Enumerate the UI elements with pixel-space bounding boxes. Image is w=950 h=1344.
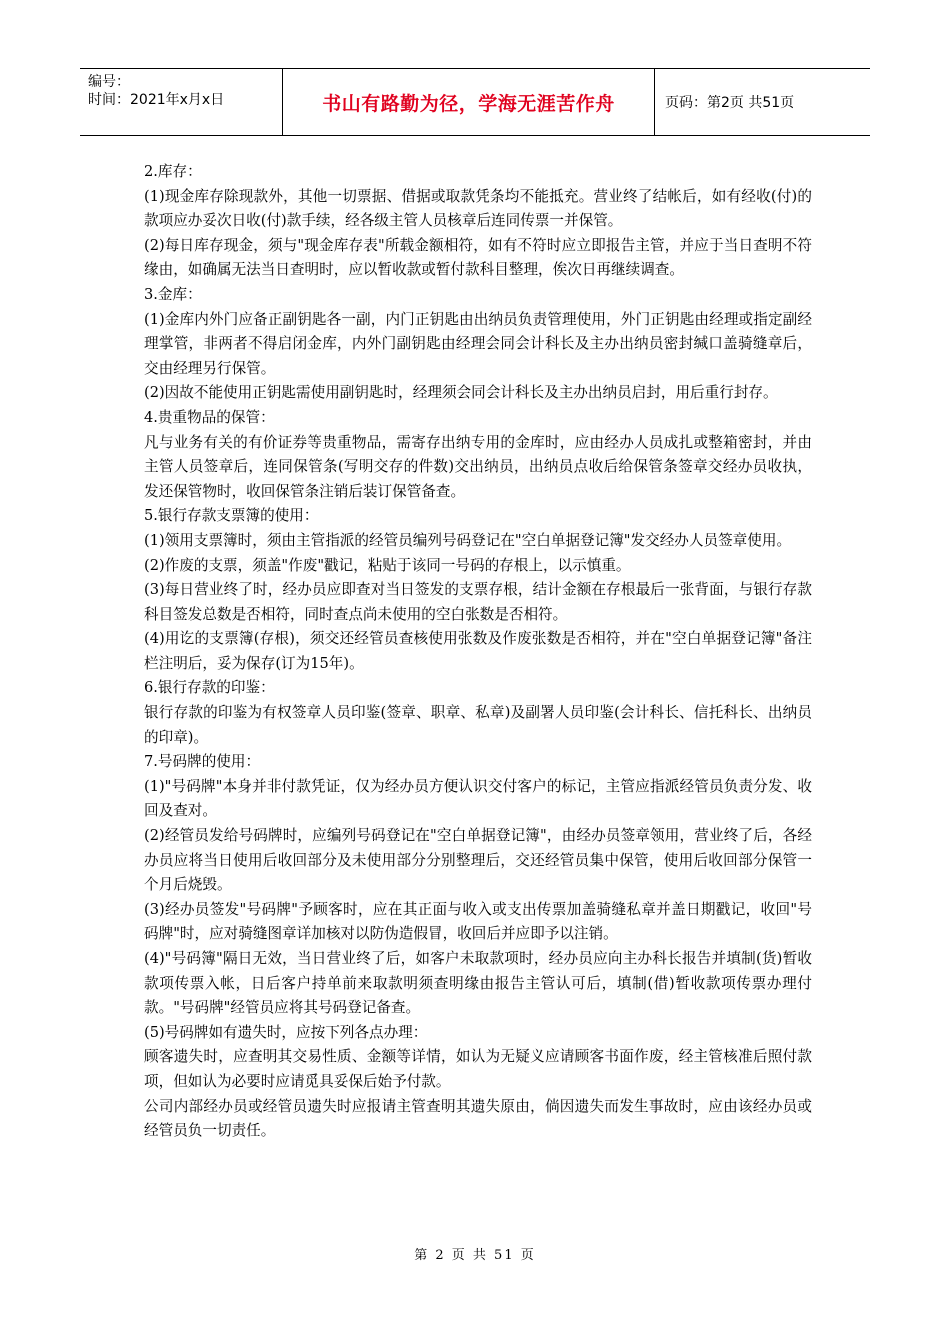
paragraph: (5)号码牌如有遗失时，应按下列各点办理：	[144, 1023, 428, 1041]
paragraph: (3)每日营业终了时，经办员应即查对当日签发的支票存根，结计金额在存根最后一张背面，与银行存款科目签发总数是否相符，同时查点尚未使用的空白张数是否相符。	[144, 581, 812, 623]
paragraph: 2.库存：	[144, 163, 202, 180]
paragraph: 6.银行存款的印鉴：	[144, 679, 275, 697]
header-motto-cell	[283, 69, 655, 135]
code-label: 编号：	[88, 74, 130, 90]
document-body	[144, 160, 812, 1144]
paragraph: (1)"号码牌"本身并非付款凭证，仅为经办员方便认识交付客户的标记，主管应指派经管员负责分发、收回及查对。	[144, 777, 812, 820]
motto-text: 书山有路勤为径，学海无涯苦作舟	[322, 92, 615, 115]
page-info-text: 页码：第2页 共51页	[665, 95, 795, 111]
paragraph: (2)经管员发给号码牌时，应编列号码登记在"空白单据登记簿"，由经办员签章领用，营业终了后，各经办员应将当日使用后收回部分及未使用部分分别整理后，交还经管员集中保管，使用后收回部分保管一个月后烧毁。	[144, 827, 812, 894]
paragraph: 5.银行存款支票簿的使用：	[144, 507, 319, 525]
page-header	[80, 68, 870, 136]
paragraph: 4.贵重物品的保管：	[144, 408, 275, 426]
paragraph: (1)领用支票簿时，须由主管指派的经管员编列号码登记在"空白单据登记簿"发交经办人员签章使用。	[144, 531, 792, 549]
paragraph: 银行存款的印鉴为有权签章人员印鉴(签章、职章、私章)及副署人员印鉴(会计科长、信托科长、出纳员的印章)。	[144, 704, 812, 746]
paragraph: (1)金库内外门应备正副钥匙各一副，内门正钥匙由出纳员负责管理使用，外门正钥匙由经理或指定副经理掌管，非两者不得启闭金库，内外门副钥匙由经理会同会计科长及主办出纳员密封缄口盖骑缝章后，交由经理另行保管。	[144, 310, 812, 377]
paragraph: 顾客遗失时，应查明其交易性质、金额等详情，如认为无疑义应请顾客书面作废，经主管核准后照付款项，但如认为必要时应请觅具妥保后始予付款。	[144, 1048, 812, 1090]
footer-page-number: 第 2 页 共 51 页	[414, 1248, 536, 1263]
header-page-info	[655, 69, 870, 135]
paragraph: 7.号码牌的使用：	[144, 753, 261, 771]
paragraph: 凡与业务有关的有价证券等贵重物品，需寄存出纳专用的金库时，应由经办人员成扎或整箱密封，并由主管人员签章后，连同保管条(写明交存的件数)交出纳员，出纳员点收后给保管条签章交经办员收执，发还保管物时，收回保管条注销后装订保管备查。	[144, 433, 812, 500]
paragraph: (2)作废的支票，须盖"作废"戳记，粘贴于该同一号码的存根上，以示慎重。	[144, 556, 631, 574]
paragraph: (1)现金库存除现款外，其他一切票据、借据或取款凭条均不能抵充。营业终了结帐后，如有经收(付)的款项应办妥次日收(付)款手续，经各级主管人员核章后连同传票一并保管。	[144, 187, 812, 230]
time-label: 时间：2021年x月x日	[88, 92, 225, 108]
paragraph: (2)因故不能使用正钥匙需使用副钥匙时，经理须会同会计科长及主办出纳员启封，用后重行封存。	[144, 384, 778, 402]
header-meta	[80, 69, 283, 135]
paragraph: 公司内部经办员或经管员遗失时应报请主管查明其遗失原由，倘因遗失而发生事故时，应由该经办员或经管员负一切责任。	[144, 1097, 812, 1140]
paragraph: (4)"号码簿"隔日无效，当日营业终了后，如客户未取款项时，经办员应向主办科长报告并填制(货)暂收款项传票入帐，日后客户持单前来取款明须查明缘由报告主管认可后，填制(借)暂收款项传票办理付款。"号码牌"经管员应将其号码登记备查。	[144, 950, 812, 1017]
paragraph: (2)每日库存现金，须与"现金库存表"所载金额相符，如有不符时应立即报告主管，并应于当日查明不符缘由，如确属无法当日查明时，应以暂收款或暂付款科目整理，俟次日再继续调查。	[144, 236, 812, 279]
paragraph: 3.金库：	[144, 285, 202, 303]
paragraph: (3)经办员签发"号码牌"予顾客时，应在其正面与收入或支出传票加盖骑缝私章并盖日期戳记，收回"号码牌"时，应对骑缝图章详加核对以防伪造假冒，收回后并应即予以注销。	[144, 900, 812, 943]
page-footer	[0, 1244, 950, 1263]
paragraph: (4)用讫的支票簿(存根)，须交还经管员查核使用张数及作废张数是否相符，并在"空白单据登记簿"备注栏注明后，妥为保存(订为15年)。	[144, 630, 812, 672]
